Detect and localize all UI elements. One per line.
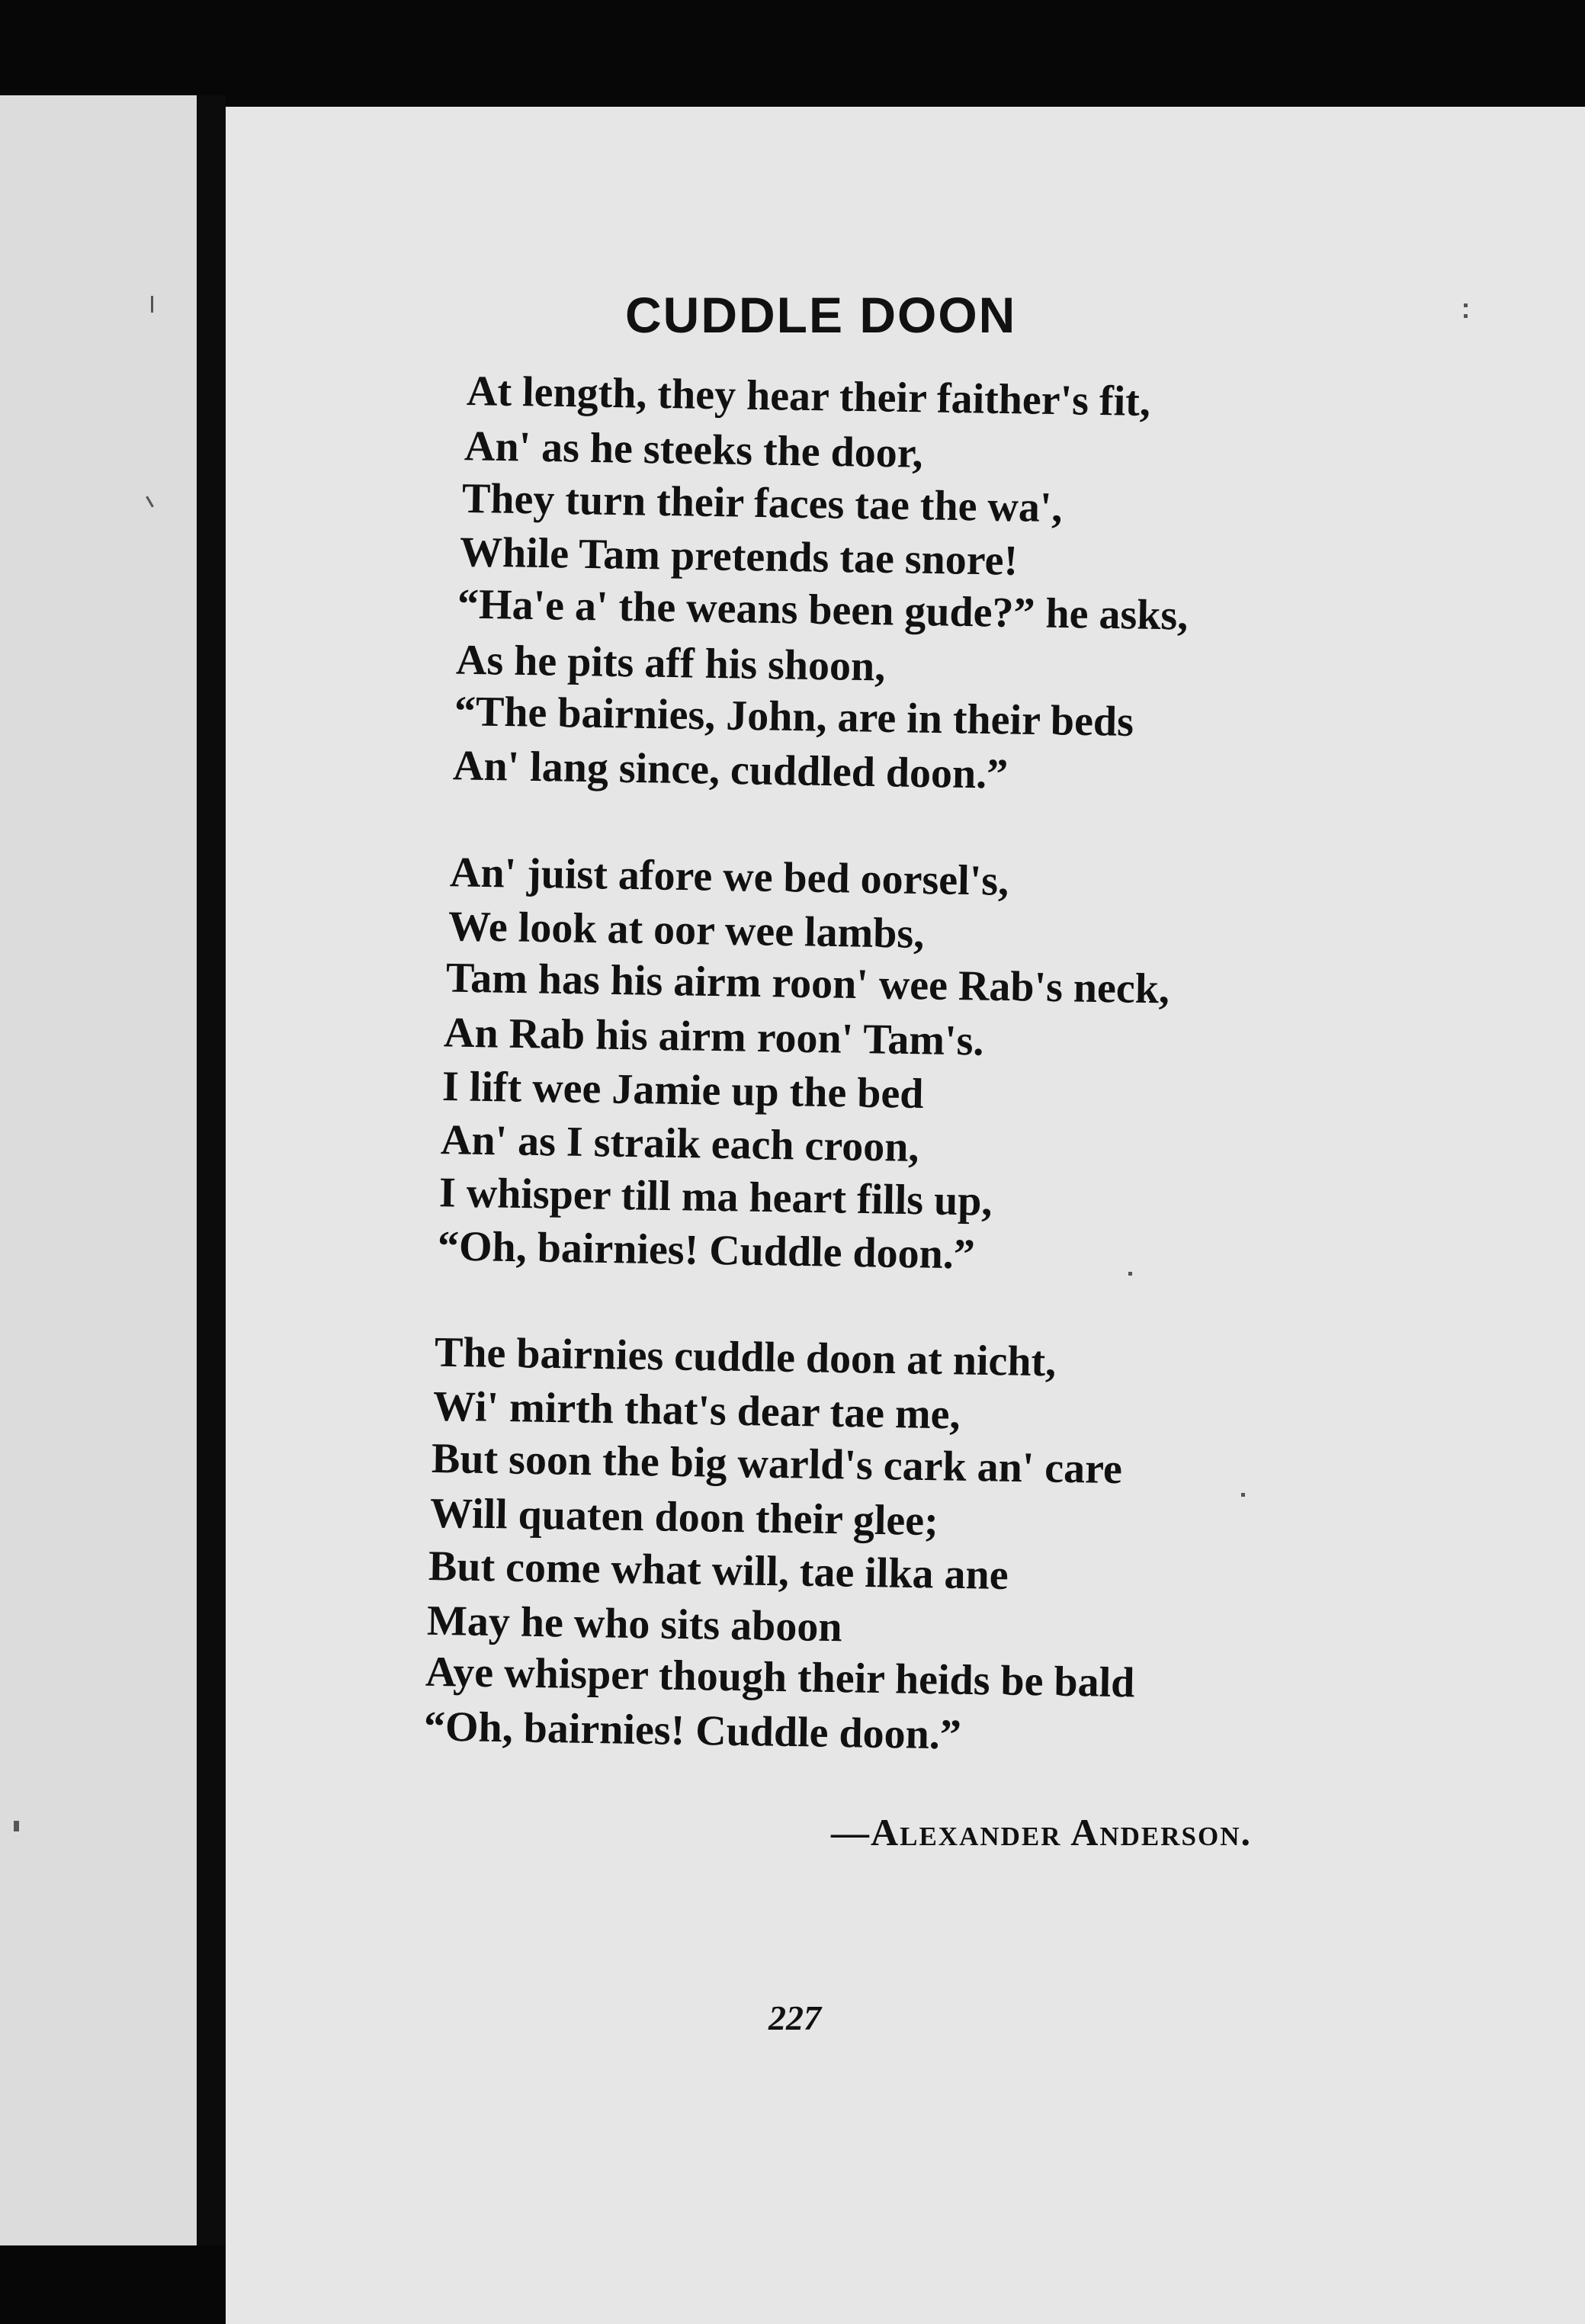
- poem-title: CUDDLE DOON: [625, 287, 1017, 343]
- poem-line: “The bairnies, John, are in their beds: [454, 688, 1134, 746]
- poem-line: The bairnies cuddle doon at nicht,: [434, 1328, 1057, 1386]
- scan-speck: [151, 296, 153, 313]
- poem-line: Aye whisper though their heids be bald: [425, 1648, 1135, 1707]
- poem-line: But soon the big warld's cark an' care: [431, 1434, 1123, 1494]
- page-number: 227: [768, 1998, 821, 2037]
- scan-speck: [1464, 303, 1468, 307]
- poem-line: I lift wee Jamie up the bed: [441, 1063, 924, 1118]
- poem-line: An' as I straik each croon,: [440, 1116, 919, 1171]
- scan-speck: [1128, 1272, 1132, 1276]
- poem-line: Tam has his airm roon' wee Rab's neck,: [445, 954, 1170, 1013]
- poem-line: “Oh, bairnies! Cuddle doon.”: [423, 1703, 962, 1759]
- scan-speck: [1241, 1493, 1245, 1497]
- poem-line: Wi' mirth that's dear tae me,: [432, 1382, 961, 1439]
- poem-attribution: —Alexander Anderson.: [831, 1811, 1253, 1854]
- poem-line: They turn their faces tae the wa',: [461, 474, 1063, 532]
- poem-line: An' as he steeks the door,: [464, 422, 923, 477]
- poem-line: As he pits aff his shoon,: [455, 636, 886, 691]
- poem-line: “Oh, bairnies! Cuddle doon.”: [437, 1222, 976, 1279]
- poem-line: We look at oor wee lambs,: [448, 903, 925, 958]
- poem-line: An Rab his airm roon' Tam's.: [443, 1009, 984, 1065]
- scan-speck: [1464, 314, 1468, 318]
- poem-line: At length, they hear their faither's fit,: [466, 367, 1151, 426]
- poem-line: Will quaten doon their glee;: [429, 1489, 939, 1546]
- poem-line: I whisper till ma heart fills up,: [438, 1169, 993, 1225]
- poem-line: While Tam pretends tae snore!: [459, 528, 1019, 585]
- poem-line: An' lang since, cuddled doon.”: [452, 742, 1009, 798]
- scan-speck: [14, 1821, 19, 1831]
- poem-line: “Ha'e a' the weans been gude?” he asks,: [457, 580, 1189, 640]
- poem-line: An' juist afore we bed oorsel's,: [449, 849, 1009, 905]
- poem-line: May he who sits aboon: [426, 1597, 842, 1652]
- poem-line: But come what will, tae ilka ane: [428, 1542, 1009, 1599]
